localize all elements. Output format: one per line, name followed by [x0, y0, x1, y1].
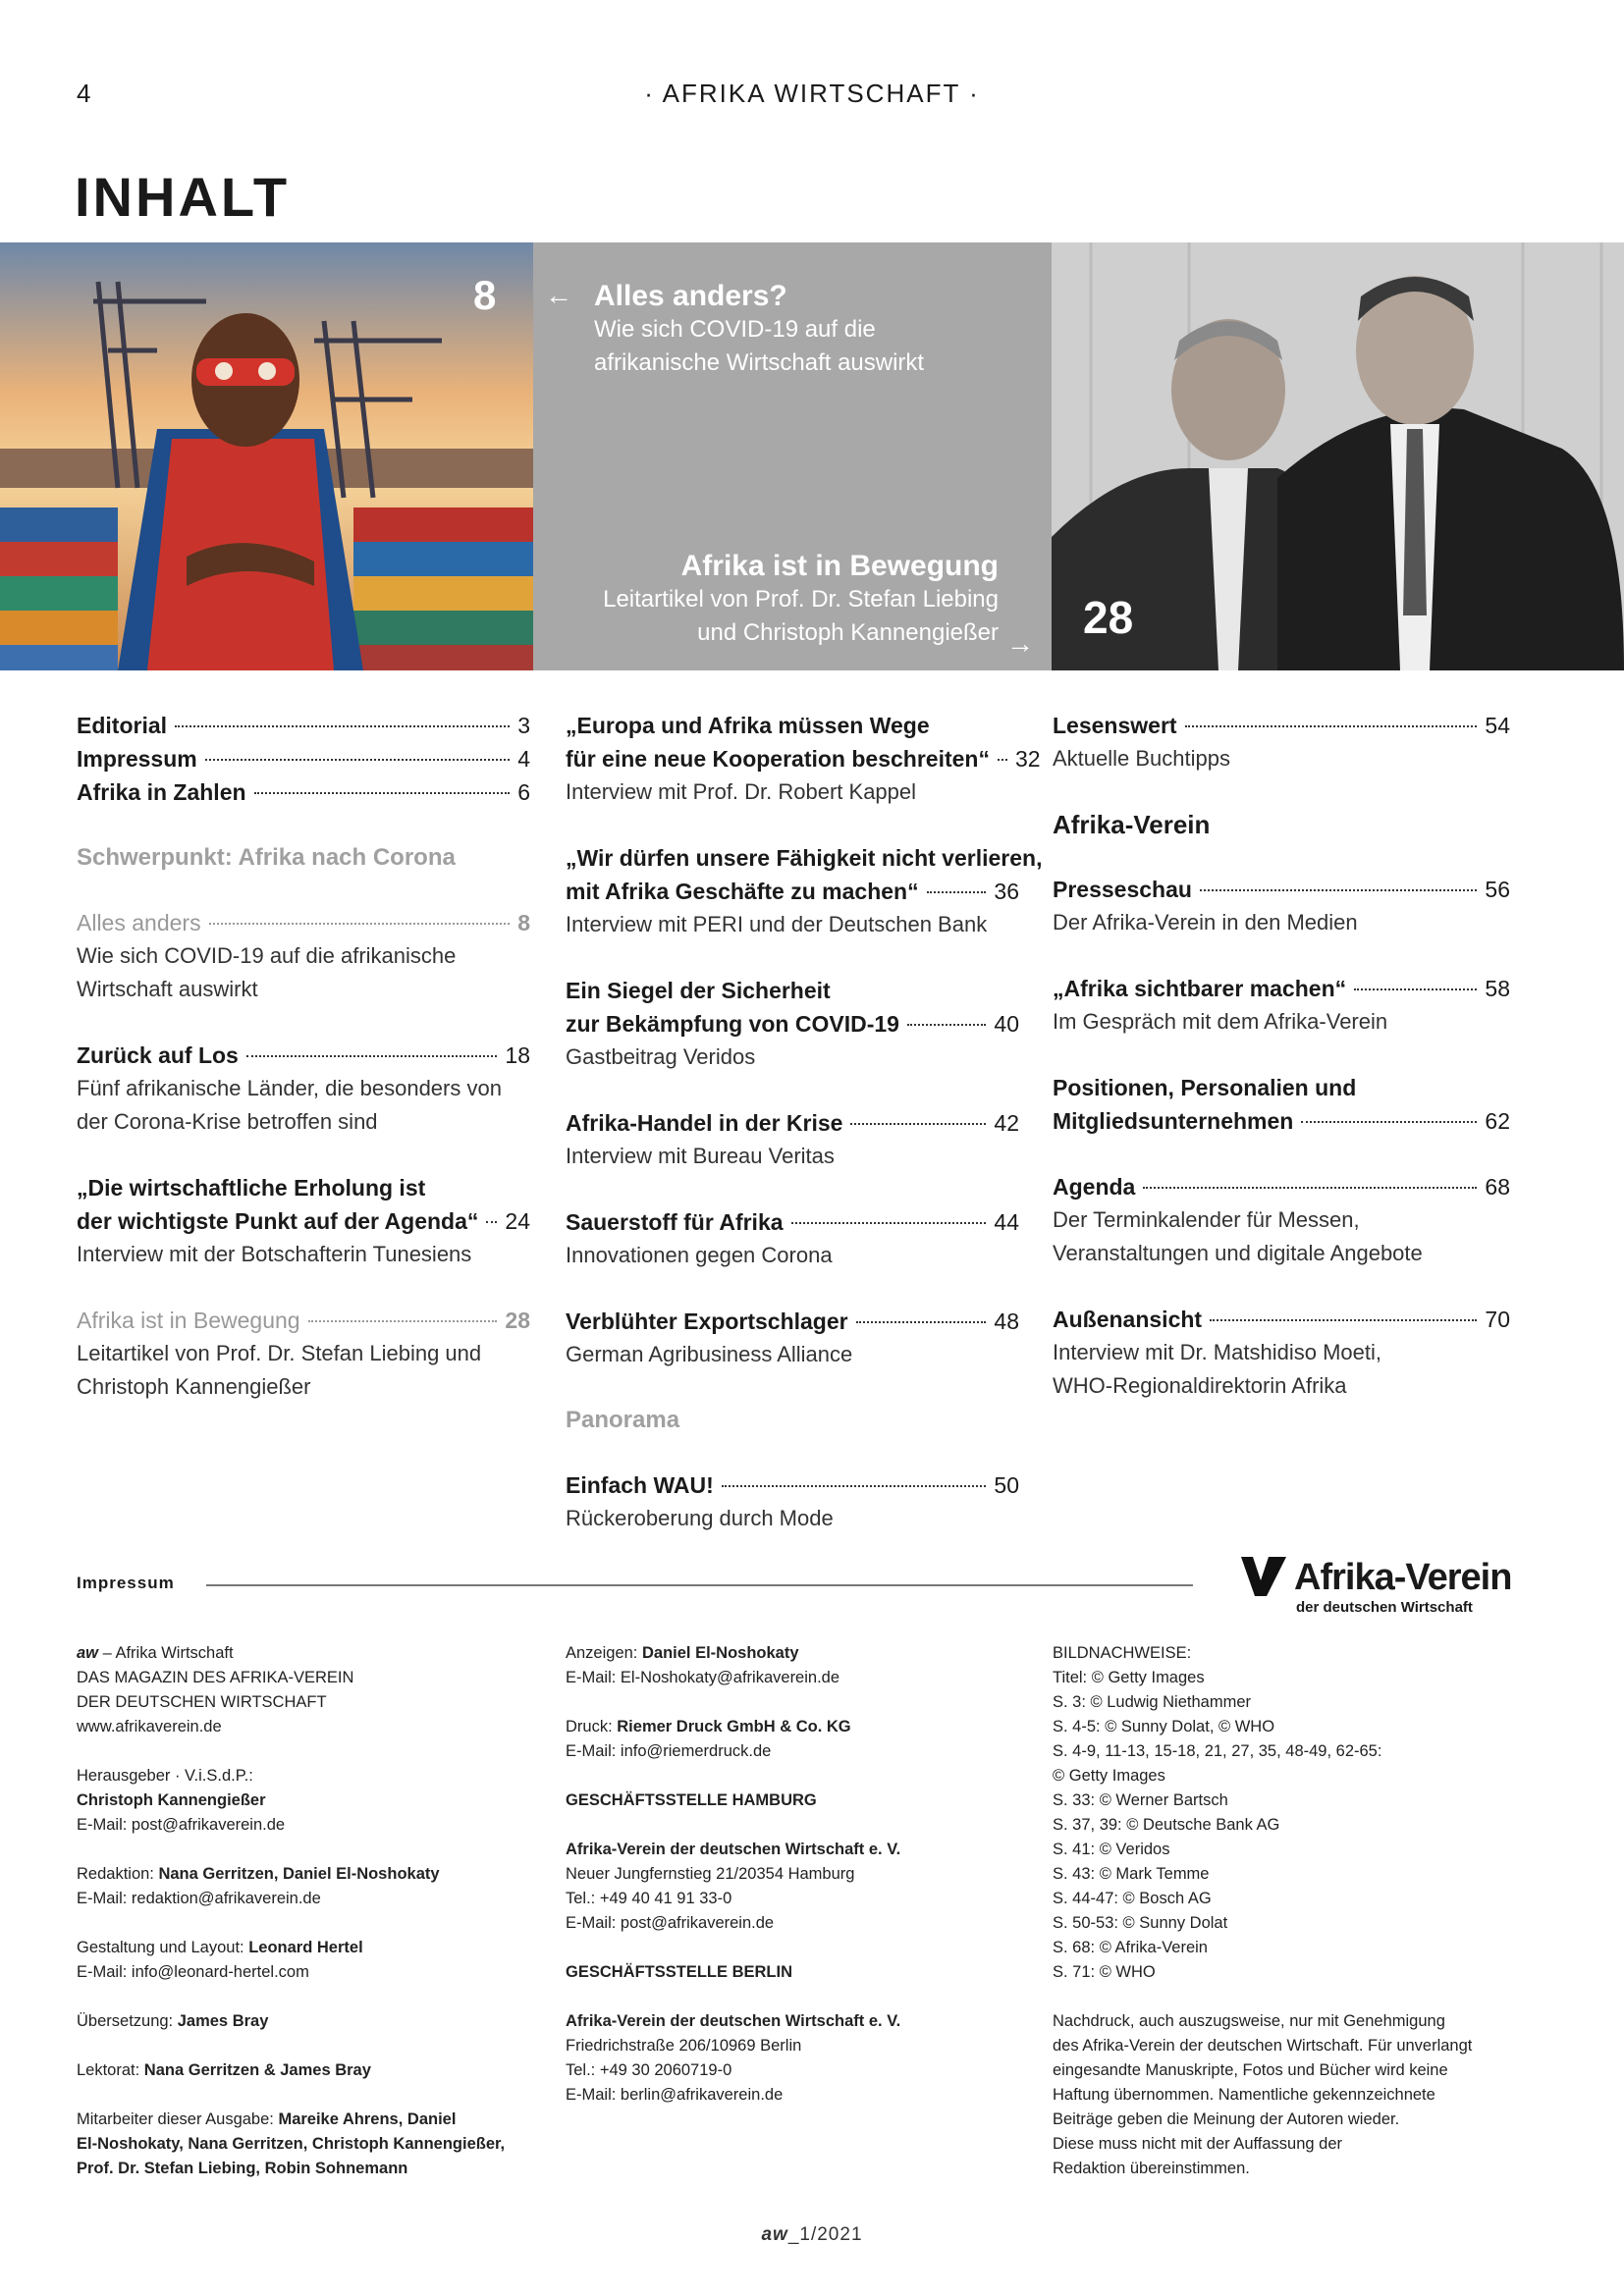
toc-description: Leitartikel von Prof. Dr. Stefan Liebing und Christoph Kannengießer [77, 1341, 482, 1399]
impressum-heading: Impressum [77, 1574, 175, 1592]
print-block [566, 1715, 1017, 1764]
translation-block [77, 2009, 528, 2034]
office-address: Neuer Jungfernstieg 21/20354 Hamburg [566, 1865, 855, 1883]
toc-page: 3 [517, 713, 530, 738]
toc-title: „Afrika sichtbarer machen“ [1053, 976, 1347, 1001]
toc-column-1 [77, 709, 530, 1436]
toc-page: 44 [994, 1209, 1019, 1235]
toc-entry-sichtbarer[interactable] [1053, 972, 1510, 1039]
logo-subline: der deutschen Wirtschaft [1296, 1599, 1473, 1616]
toc-description: Wie sich COVID-19 auf die afrikanische Wirtschaft auswirkt [77, 943, 457, 1001]
office-berlin-address [566, 2009, 1017, 2108]
masthead-line: DER DEUTSCHEN WIRTSCHAFT [77, 1693, 327, 1711]
toc-description-line2: WHO-Regionaldirektorin Afrika [1053, 1373, 1347, 1398]
toc-page: 42 [994, 1110, 1019, 1136]
teaser-subtitle-line2: und Christoph Kannengießer [697, 619, 999, 646]
toc-page: 48 [994, 1308, 1019, 1334]
leader-dots [1210, 1319, 1477, 1321]
leader-dots [927, 891, 987, 893]
leader-dots [205, 759, 510, 761]
toc-column-2 [566, 709, 1043, 1568]
credit-line: S. 4-9, 11-13, 15-18, 21, 27, 35, 48-49, 62-65: [1053, 1742, 1382, 1760]
toc-page: 54 [1485, 713, 1510, 738]
toc-entry-zurueck-auf-los[interactable] [77, 1039, 530, 1139]
print-label: Druck: [566, 1718, 618, 1735]
teaser-subtitle-line1: Leitartikel von Prof. Dr. Stefan Liebing [603, 586, 999, 613]
toc-entry-afrika-in-bewegung[interactable] [77, 1304, 530, 1404]
leader-dots [1301, 1121, 1477, 1123]
notice-line: Haftung übernommen. Namentliche gekennzeichnete [1053, 2086, 1435, 2104]
toc-description: Innovationen gegen Corona [566, 1243, 833, 1267]
toc-entry-editorial[interactable] [77, 709, 530, 742]
toc-description: Interview mit PERI und der Deutschen Bank [566, 912, 988, 936]
section-heading-schwerpunkt: Schwerpunkt: Afrika nach Corona [77, 844, 456, 871]
teaser-title: Alles anders? [594, 280, 787, 312]
toc-description: Interview mit Prof. Dr. Robert Kappel [566, 779, 917, 804]
toc-description: Der Afrika-Verein in den Medien [1053, 910, 1358, 934]
aw-logo-mark: aw [77, 1644, 99, 1662]
toc-page: 50 [994, 1472, 1019, 1498]
office-hamburg-heading: GESCHÄFTSSTELLE HAMBURG [566, 1791, 817, 1809]
translation-name: James Bray [177, 2012, 269, 2030]
leader-dots [1200, 889, 1477, 891]
toc-entry-presseschau[interactable] [1053, 873, 1510, 939]
leader-dots [175, 725, 510, 727]
toc-description: Im Gespräch mit dem Afrika-Verein [1053, 1009, 1388, 1034]
credit-line: S. 43: © Mark Temme [1053, 1865, 1210, 1883]
leader-dots [998, 759, 1007, 761]
office-hamburg-heading-block [566, 1789, 1017, 1813]
toc-title-line2: zur Bekämpfung von COVID-19 [566, 1011, 899, 1037]
translation-label: Übersetzung: [77, 2012, 178, 2030]
toc-title-line1: Positionen, Personalien und [1053, 1075, 1357, 1100]
print-name: Riemer Druck GmbH & Co. KG [617, 1718, 851, 1735]
toc-entry-alles-anders[interactable] [77, 906, 530, 1006]
ads-name: Daniel El-Noshokaty [641, 1644, 799, 1662]
impressum-divider [206, 1584, 1193, 1586]
running-head: · AFRIKA WIRTSCHAFT · [644, 79, 980, 108]
photo-credits-heading: BILDNACHWEISE: [1053, 1644, 1192, 1662]
toc-entry-agenda[interactable] [1053, 1170, 1510, 1270]
leader-dots [856, 1321, 987, 1323]
editorial-email[interactable]: E-Mail: redaktion@afrikaverein.de [77, 1890, 321, 1907]
impressum-column-1 [77, 1641, 528, 2206]
toc-entry-impressum[interactable] [77, 742, 530, 775]
toc-entry-lesenswert[interactable] [1053, 709, 1510, 775]
toc-title-line2: Mitgliedsunternehmen [1053, 1108, 1294, 1134]
teaser-title: Afrika ist in Bewegung [680, 550, 999, 582]
design-email[interactable]: E-Mail: info@leonard-hertel.com [77, 1963, 309, 1981]
publisher-block [77, 1764, 528, 1838]
leader-dots [486, 1221, 497, 1223]
section-heading-afrika-verein: Afrika-Verein [1053, 810, 1211, 839]
toc-description-line1: Interview mit Dr. Matshidiso Moeti, [1053, 1340, 1381, 1364]
toc-page: 68 [1485, 1174, 1510, 1200]
toc-page: 8 [517, 910, 530, 935]
impressum-column-2 [566, 1641, 1017, 2132]
toc-column-3 [1053, 709, 1510, 1435]
credit-line: S. 71: © WHO [1053, 1963, 1156, 1981]
toc-title: Verblühter Exportschlager [566, 1308, 848, 1334]
section-heading-panorama: Panorama [566, 1407, 680, 1433]
arrow-left-icon: ← [545, 280, 572, 310]
credit-line: © Getty Images [1053, 1767, 1165, 1785]
contributors-block [77, 2108, 528, 2181]
toc-description: Aktuelle Buchtipps [1053, 746, 1230, 771]
toc-title-line1: „Die wirtschaftliche Erholung ist [77, 1175, 426, 1201]
print-email[interactable]: E-Mail: info@riemerdruck.de [566, 1742, 772, 1760]
toc-entry-einfach-wau[interactable] [566, 1468, 1019, 1535]
toc-description: Interview mit Bureau Veritas [566, 1144, 835, 1168]
leader-dots [1143, 1187, 1477, 1189]
notice-line: Redaktion übereinstimmen. [1053, 2160, 1250, 2177]
design-block [77, 1936, 528, 1985]
toc-page: 6 [517, 779, 530, 805]
credit-line: S. 3: © Ludwig Niethammer [1053, 1693, 1251, 1711]
hero-band [0, 242, 1624, 670]
office-berlin-heading: GESCHÄFTSSTELLE BERLIN [566, 1963, 793, 1981]
toc-description: Gastbeitrag Veridos [566, 1044, 756, 1069]
proofreading-label: Lektorat: [77, 2061, 144, 2079]
contributors-names: Prof. Dr. Stefan Liebing, Robin Sohnemann [77, 2160, 408, 2177]
leader-dots [1354, 988, 1477, 990]
page-footer [0, 2224, 1624, 2246]
leader-dots [209, 923, 511, 925]
contributors-names: El-Noshokaty, Nana Gerritzen, Christoph Kannengießer, [77, 2135, 506, 2153]
toc-title: Agenda [1053, 1174, 1136, 1200]
impressum-column-3 [1053, 1641, 1514, 2206]
masthead-title: – Afrika Wirtschaft [98, 1644, 234, 1662]
office-org: Afrika-Verein der deutschen Wirtschaft e. V. [566, 2012, 901, 2030]
publisher-name: Christoph Kannengießer [77, 1791, 266, 1809]
toc-entry-afrika-in-zahlen[interactable] [77, 775, 530, 809]
office-email[interactable]: E-Mail: berlin@afrikaverein.de [566, 2086, 784, 2104]
contributors-names: Mareike Ahrens, Daniel [278, 2110, 457, 2128]
design-name: Leonard Hertel [248, 1939, 363, 1956]
toc-entry-siegel[interactable] [566, 974, 1019, 1074]
toc-title: Afrika in Zahlen [77, 779, 246, 805]
masthead [77, 1641, 528, 1739]
toc-description: German Agribusiness Alliance [566, 1342, 853, 1366]
aw-logo-mark: aw [761, 2224, 788, 2245]
credit-line: Titel: © Getty Images [1053, 1669, 1205, 1686]
toc-title: Presseschau [1053, 877, 1192, 902]
leader-dots [1185, 725, 1478, 727]
publisher-email[interactable]: E-Mail: post@afrikaverein.de [77, 1816, 286, 1834]
leader-dots [791, 1222, 987, 1224]
teaser-alles-anders[interactable] [545, 280, 1036, 380]
toc-entry-afrika-handel[interactable] [566, 1106, 1019, 1173]
notice-line: eingesandte Manuskripte, Fotos und Bücher wird keine [1053, 2061, 1448, 2079]
editorial-block [77, 1862, 528, 1911]
toc-page: 56 [1485, 877, 1510, 902]
toc-title-line1: Ein Siegel der Sicherheit [566, 978, 831, 1003]
toc-page: 32 [1014, 746, 1041, 772]
credit-line: S. 44-47: © Bosch AG [1053, 1890, 1212, 1907]
masthead-line: DAS MAGAZIN DES AFRIKA-VEREIN [77, 1669, 354, 1686]
leader-dots [850, 1123, 986, 1125]
leader-dots [722, 1485, 987, 1487]
photo-illustration [1052, 242, 1624, 670]
page-number: 4 [77, 79, 91, 108]
afrika-verein-logo-icon [1239, 1555, 1288, 1598]
toc-entry-faehigkeit[interactable] [566, 841, 1043, 941]
toc-title-line2: für eine neue Kooperation beschreiten“ [566, 746, 990, 772]
toc-description: Interview mit der Botschafterin Tunesiens [77, 1242, 472, 1266]
website-link[interactable]: www.afrikaverein.de [77, 1718, 222, 1735]
toc-title: Zurück auf Los [77, 1042, 239, 1068]
toc-title-line2: der wichtigste Punkt auf der Agenda“ [77, 1208, 479, 1234]
toc-entry-aussenansicht[interactable] [1053, 1303, 1510, 1403]
copyright-notice [1053, 2009, 1514, 2181]
teaser-afrika-in-bewegung[interactable] [567, 550, 1034, 659]
toc-description: Der Terminkalender für Messen, Veranstaltungen und digitale Angebote [1053, 1207, 1423, 1265]
toc-title-line1: „Wir dürfen unsere Fähigkeit nicht verlieren, [566, 845, 1043, 871]
toc-description: Rückeroberung durch Mode [566, 1506, 834, 1530]
leader-dots [907, 1024, 986, 1026]
ads-email[interactable]: E-Mail: El-Noshokaty@afrikaverein.de [566, 1669, 840, 1686]
toc-title: Lesenswert [1053, 713, 1177, 738]
proofreading-block [77, 2058, 528, 2083]
office-phone: Tel.: +49 30 2060719-0 [566, 2061, 732, 2079]
photo-illustration [0, 242, 533, 670]
logo-wordmark: Afrika-Verein [1294, 1557, 1512, 1598]
credit-line: S. 68: © Afrika-Verein [1053, 1939, 1208, 1956]
credit-line: S. 50-53: © Sunny Dolat [1053, 1914, 1228, 1932]
toc-title: Impressum [77, 746, 197, 772]
office-berlin-heading-block [566, 1960, 1017, 1985]
credit-line: S. 33: © Werner Bartsch [1053, 1791, 1228, 1809]
toc-page: 62 [1485, 1108, 1510, 1134]
credit-line: S. 37, 39: © Deutsche Bank AG [1053, 1816, 1280, 1834]
toc-page: 24 [505, 1208, 530, 1234]
leader-dots [254, 792, 511, 794]
toc-title: Editorial [77, 713, 168, 738]
photo-credits [1053, 1641, 1514, 1985]
toc-entry-sauerstoff[interactable] [566, 1205, 1019, 1272]
design-label: Gestaltung und Layout: [77, 1939, 249, 1956]
ads-block [566, 1641, 1017, 1690]
publisher-label: Herausgeber · V.i.S.d.P.: [77, 1767, 253, 1785]
toc-description: Fünf afrikanische Länder, die besonders von der Corona-Krise betroffen sind [77, 1076, 502, 1134]
toc-entry-erholung[interactable] [77, 1171, 530, 1271]
office-address: Friedrichstraße 206/10969 Berlin [566, 2037, 802, 2055]
hero-photo-child-superhero [0, 242, 533, 670]
toc-page: 18 [505, 1042, 530, 1068]
issue-number: _1/2021 [787, 2224, 863, 2245]
office-hamburg-address [566, 1838, 1017, 1936]
toc-entry-positionen[interactable] [1053, 1071, 1510, 1138]
notice-line: Beiträge geben die Meinung der Autoren wieder. [1053, 2110, 1400, 2128]
editorial-names: Nana Gerritzen, Daniel El-Noshokaty [158, 1865, 440, 1883]
leader-dots [308, 1320, 498, 1322]
toc-page: 28 [505, 1308, 530, 1333]
toc-title: Afrika ist in Bewegung [77, 1308, 300, 1333]
afrika-verein-logo [1239, 1551, 1514, 1620]
office-phone: Tel.: +49 40 41 91 33-0 [566, 1890, 732, 1907]
toc-page: 4 [517, 746, 530, 772]
contributors-label: Mitarbeiter dieser Ausgabe: [77, 2110, 279, 2128]
hero-photo-two-men [1052, 242, 1624, 670]
toc-page: 36 [994, 879, 1019, 904]
toc-title: Einfach WAU! [566, 1472, 714, 1498]
office-email[interactable]: E-Mail: post@afrikaverein.de [566, 1914, 775, 1932]
credit-line: S. 41: © Veridos [1053, 1841, 1170, 1858]
notice-line: Nachdruck, auch auszugsweise, nur mit Genehmigung [1053, 2012, 1445, 2030]
hero-page-number-left: 8 [473, 272, 497, 318]
toc-title-line2: mit Afrika Geschäfte zu machen“ [566, 879, 919, 904]
ads-label: Anzeigen: [566, 1644, 642, 1662]
proofreading-names: Nana Gerritzen & James Bray [143, 2061, 371, 2079]
arrow-right-icon: → [1006, 628, 1034, 659]
toc-title: Alles anders [77, 910, 201, 935]
toc-entry-exportschlager[interactable] [566, 1305, 1019, 1371]
toc-title: Außenansicht [1053, 1307, 1203, 1332]
credit-line: S. 4-5: © Sunny Dolat, © WHO [1053, 1718, 1275, 1735]
hero-teaser-panel [533, 242, 1052, 670]
toc-title: Afrika-Handel in der Krise [566, 1110, 843, 1136]
notice-line: des Afrika-Verein der deutschen Wirtschaft. Für unverlangt [1053, 2037, 1473, 2055]
toc-title: Sauerstoff für Afrika [566, 1209, 784, 1235]
hero-page-number-right: 28 [1083, 592, 1134, 643]
toc-page: 40 [994, 1011, 1019, 1037]
page-title: INHALT [75, 166, 291, 228]
office-org: Afrika-Verein der deutschen Wirtschaft e. V. [566, 1841, 901, 1858]
toc-entry-europa[interactable] [566, 709, 1041, 809]
toc-title-line1: „Europa und Afrika müssen Wege [566, 713, 930, 738]
toc-page: 58 [1485, 976, 1510, 1001]
toc-page: 70 [1485, 1307, 1510, 1332]
leader-dots [246, 1055, 498, 1057]
editorial-label: Redaktion: [77, 1865, 159, 1883]
teaser-subtitle: Wie sich COVID-19 auf die afrikanische Wirtschaft auswirkt [594, 316, 925, 376]
notice-line: Diese muss nicht mit der Auffassung der [1053, 2135, 1343, 2153]
